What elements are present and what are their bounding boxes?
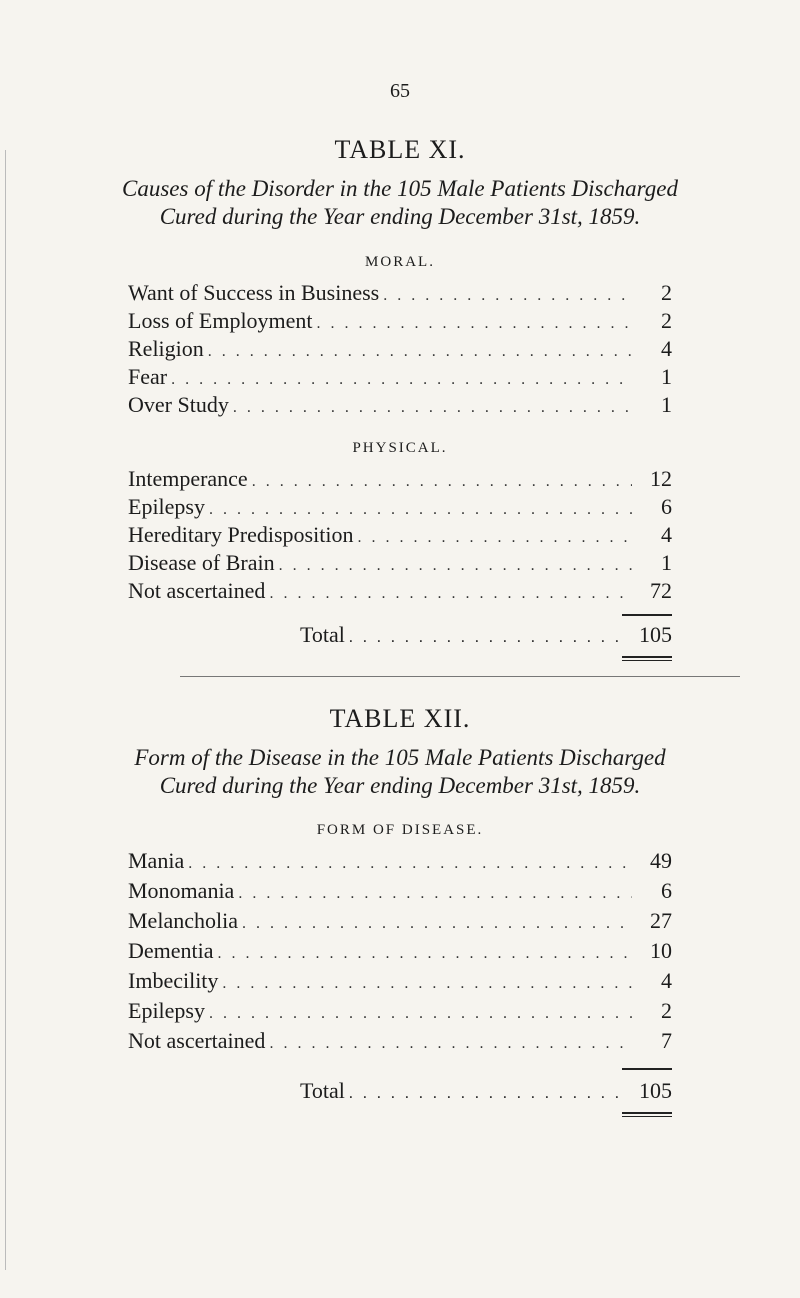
cause-count: 4 [661,336,672,361]
disease-count: 4 [661,968,672,993]
table-row [128,392,672,420]
table-row [128,364,672,392]
form-of-disease-header: FORM OF DISEASE. [316,822,484,838]
cause-count: 1 [661,364,672,389]
leader-dots [242,915,632,933]
cause-count: 2 [661,308,672,333]
total-rule-bottom [622,1112,672,1114]
table-11-caption-line-2: Cured during the Year ending December 31st, 1859. [159,204,641,229]
disease-label: Monomania [128,878,235,903]
leader-dots [279,557,632,575]
cause-count: 1 [661,392,672,417]
disease-count: 7 [661,1028,672,1053]
disease-label: Melancholia [128,908,238,933]
table-row [128,938,672,966]
leader-dots [238,885,632,903]
table-row [128,968,672,996]
table-11-title: TABLE XI. [334,135,466,164]
cause-count: 1 [661,550,672,575]
cause-label: Want of Success in Business [128,280,380,305]
leader-dots [349,629,622,647]
page-number: 65 [390,80,410,102]
leader-dots [222,975,632,993]
total-label: Total [300,1078,345,1103]
cause-label: Over Study [128,392,229,417]
table-row [128,908,672,936]
cause-label: Fear [128,364,168,389]
cause-count: 12 [650,466,672,491]
total-rule-bottom [622,656,672,658]
disease-count: 6 [661,878,672,903]
disease-label: Not ascertained [128,1028,266,1053]
leader-dots [349,1085,622,1103]
table-row [128,848,672,876]
cause-label: Epilepsy [128,494,205,519]
table-row [128,466,672,494]
disease-count: 2 [661,998,672,1023]
table-12-title: TABLE XII. [329,704,471,733]
total-rule-bottom-2 [622,660,672,661]
cause-label: Intemperance [128,466,248,491]
total-value: 105 [639,622,672,647]
table-row [128,578,672,606]
leader-dots [209,501,632,519]
total-value: 105 [639,1078,672,1103]
leader-dots [188,855,632,873]
table-row [128,280,672,308]
cause-count: 4 [661,522,672,547]
disease-count: 10 [650,938,672,963]
total-label: Total [300,622,345,647]
cause-count: 72 [650,578,672,603]
disease-label: Dementia [128,938,214,963]
cause-count: 6 [661,494,672,519]
table-12-caption-line-2: Cured during the Year ending December 31st, 1859. [159,773,641,798]
leader-dots [209,1005,632,1023]
cause-label: Not ascertained [128,578,266,603]
leader-dots [357,529,632,547]
table-row [128,308,672,336]
moral-section-header: MORAL. [365,254,435,270]
cause-count: 2 [661,280,672,305]
table-row [128,878,672,906]
total-row [300,622,672,650]
table-row [128,522,672,550]
disease-count: 27 [650,908,672,933]
leader-dots [269,1035,632,1053]
disease-label: Imbecility [128,968,219,993]
leader-dots [171,371,632,389]
physical-section-header: PHYSICAL. [352,440,448,456]
disease-count: 49 [650,848,672,873]
disease-label: Epilepsy [128,998,205,1023]
total-rule-top [622,614,672,616]
cause-label: Disease of Brain [128,550,275,575]
leader-dots [208,343,632,361]
total-rule-top [622,1068,672,1070]
leader-dots [218,945,632,963]
cause-label: Hereditary Predisposition [128,522,354,547]
table-12-caption-line-1: Form of the Disease in the 105 Male Patients Discharged [134,745,666,770]
cause-label: Religion [128,336,204,361]
table-row [128,998,672,1026]
leader-dots [383,287,632,305]
table-row [128,550,672,578]
disease-label: Mania [128,848,185,873]
total-row [300,1078,672,1106]
table-row [128,494,672,522]
table-row [128,1028,672,1056]
total-rule-bottom-2 [622,1116,672,1117]
leader-dots [252,473,632,491]
leader-dots [269,585,632,603]
leader-dots [233,399,632,417]
leader-dots [317,315,632,333]
cause-label: Loss of Employment [128,308,313,333]
table-separator [180,676,740,677]
table-11-caption-line-1: Causes of the Disorder in the 105 Male Patients Discharged [122,176,678,201]
table-row [128,336,672,364]
